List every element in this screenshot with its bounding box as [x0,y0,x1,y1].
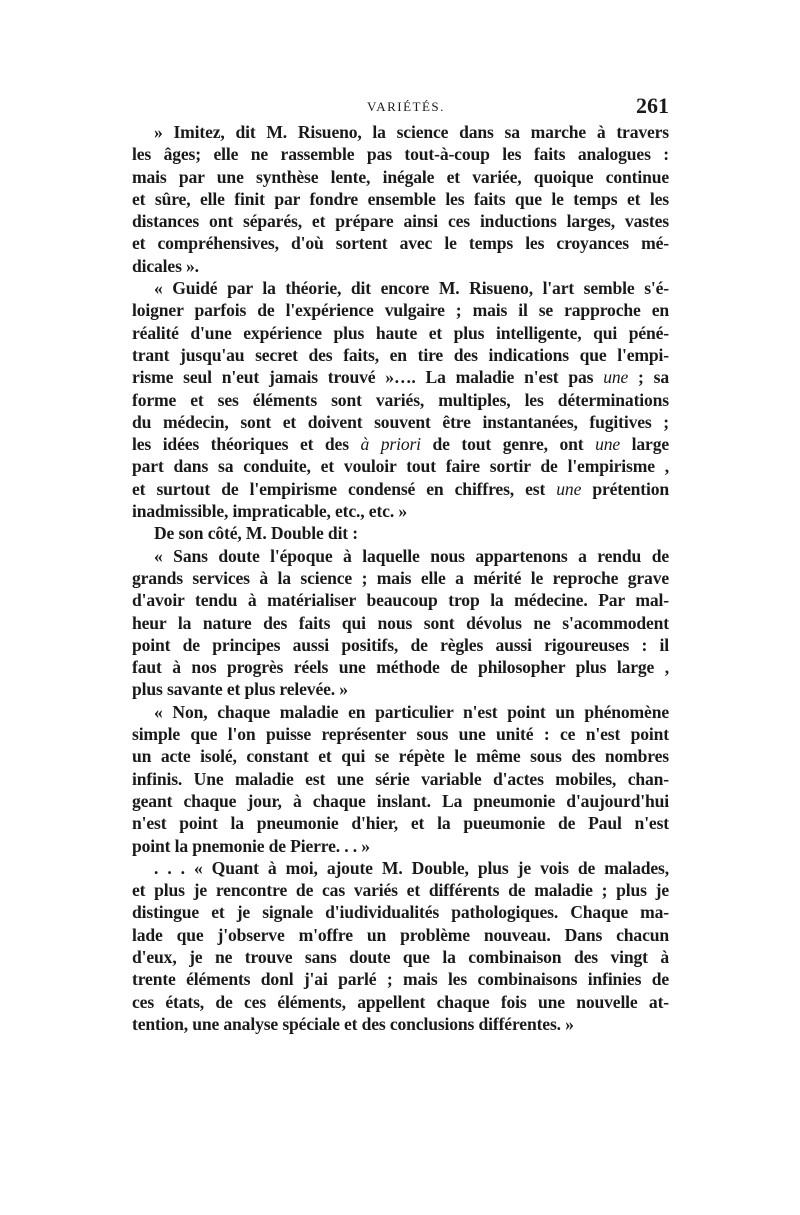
paragraph [132,522,669,544]
text-line: part dans sa conduite, et vouloir tout faire sortir de l'empirisme , [132,456,669,477]
text-line: geant chaque jour, à chaque inslant. La pneumonie d'aujourd'hui [132,790,669,811]
text-line: n'est point la pneumonie d'hier, et la pueumonie de Paul n'est [132,813,669,834]
text-line: point de principes aussi positifs, de règles aussi rigoureuses : il [132,634,669,655]
text-line: « Sans doute l'époque à laquelle nous appartenons a rendu de [154,545,669,566]
text-line: loigner parfois de l'expérience vulgaire ; mais il se rapproche en [132,300,669,321]
running-head: VARIÉTÉS. [367,99,445,114]
text-line: mais par une synthèse lente, inégale et variée, quoique continue [132,166,669,187]
text-line: point la pnemonie de Pierre. . . » [132,835,370,856]
text-line: les idées théoriques et des à priori de tout genre, ont une large [132,434,669,455]
text-line: « Non, chaque maladie en particulier n'est point un phénomène [154,701,669,722]
text-line: . . . « Quant à moi, ajoute M. Double, plus je vois de malades, [154,857,669,878]
paragraph [132,857,669,1035]
text-line: simple que l'on puisse représenter sous une unité : ce n'est point [132,724,669,745]
italic-term: une [556,478,582,499]
paragraph [132,277,669,522]
text-line: les âges; elle ne rassemble pas tout-à-coup les faits analogues : [132,144,669,165]
text-line: distances ont séparés, et prépare ainsi ces inductions larges, vastes [132,211,669,232]
body-text [132,121,669,1035]
text-line: faut à nos progrès réels une méthode de philosopher plus large , [132,657,669,678]
text-line: » Imitez, dit M. Risueno, la science dans sa marche à travers [154,122,669,142]
text-line: un acte isolé, constant et qui se répète le même sous des nombres [132,746,669,767]
italic-term: une [603,367,629,388]
text-line: « Guidé par la théorie, dit encore M. Risueno, l'art semble s'é- [154,278,669,299]
text-line: plus savante et plus relevée. » [132,679,348,700]
italic-term: une [595,434,621,455]
text-line: dicales ». [132,255,199,276]
text-line: distingue et je signale d'iudividualités pathologiques. Chaque ma- [132,902,669,923]
page-number: 261 [636,93,669,118]
text-line: ces états, de ces éléments, appellent chaque fois une nouvelle at- [132,991,669,1012]
text-line: et plus je rencontre de cas variés et différents de maladie ; plus je [132,880,669,901]
text-line: trente éléments donl j'ai parlé ; mais les combinaisons infinies de [132,969,669,990]
text-line: heur la nature des faits qui nous sont dévolus ne s'acommodent [132,612,669,633]
text-line: d'avoir tendu à matérialiser beaucoup trop la médecine. Par mal- [132,590,669,611]
italic-term: à priori [360,434,421,455]
paragraph [132,121,669,277]
text-line: lade que j'observe m'offre un problème nouveau. Dans chacun [132,924,669,945]
text-line: inadmissible, impraticable, etc., etc. » [132,501,407,522]
text-line: infinis. Une maladie est une série variable d'actes mobiles, chan- [132,768,669,789]
text-line: réalité d'une expérience plus haute et plus intelligente, qui péné- [132,322,669,343]
text-line: forme et ses éléments sont variés, multiples, les déterminations [132,389,669,410]
paragraph [132,701,669,857]
text-line: d'eux, je ne trouve sans doute que la combinaison des vingt à [132,946,669,967]
text-line: tention, une analyse spéciale et des conclusions différentes. » [132,1013,574,1034]
text-line: trant jusqu'au secret des faits, en tire des indications que l'empi- [132,344,669,365]
book-page [132,93,669,1035]
page-header [132,93,669,121]
text-line: et sûre, elle finit par fondre ensemble les faits que le temps et les [132,188,669,209]
text-line: grands services à la science ; mais elle a mérité le reproche grave [132,567,669,588]
text-line: De son côté, M. Double dit : [154,523,358,544]
paragraph [132,545,669,701]
text-line: et surtout de l'empirisme condensé en chiffres, est une prétention [132,478,670,499]
text-line: et compréhensives, d'où sortent avec le temps les croyances mé- [132,233,669,254]
text-line: du médecin, sont et doivent souvent être instantanées, fugitives ; [132,411,669,432]
text-line: risme seul n'eut jamais trouvé »…. La maladie n'est pas une ; sa [132,367,669,388]
